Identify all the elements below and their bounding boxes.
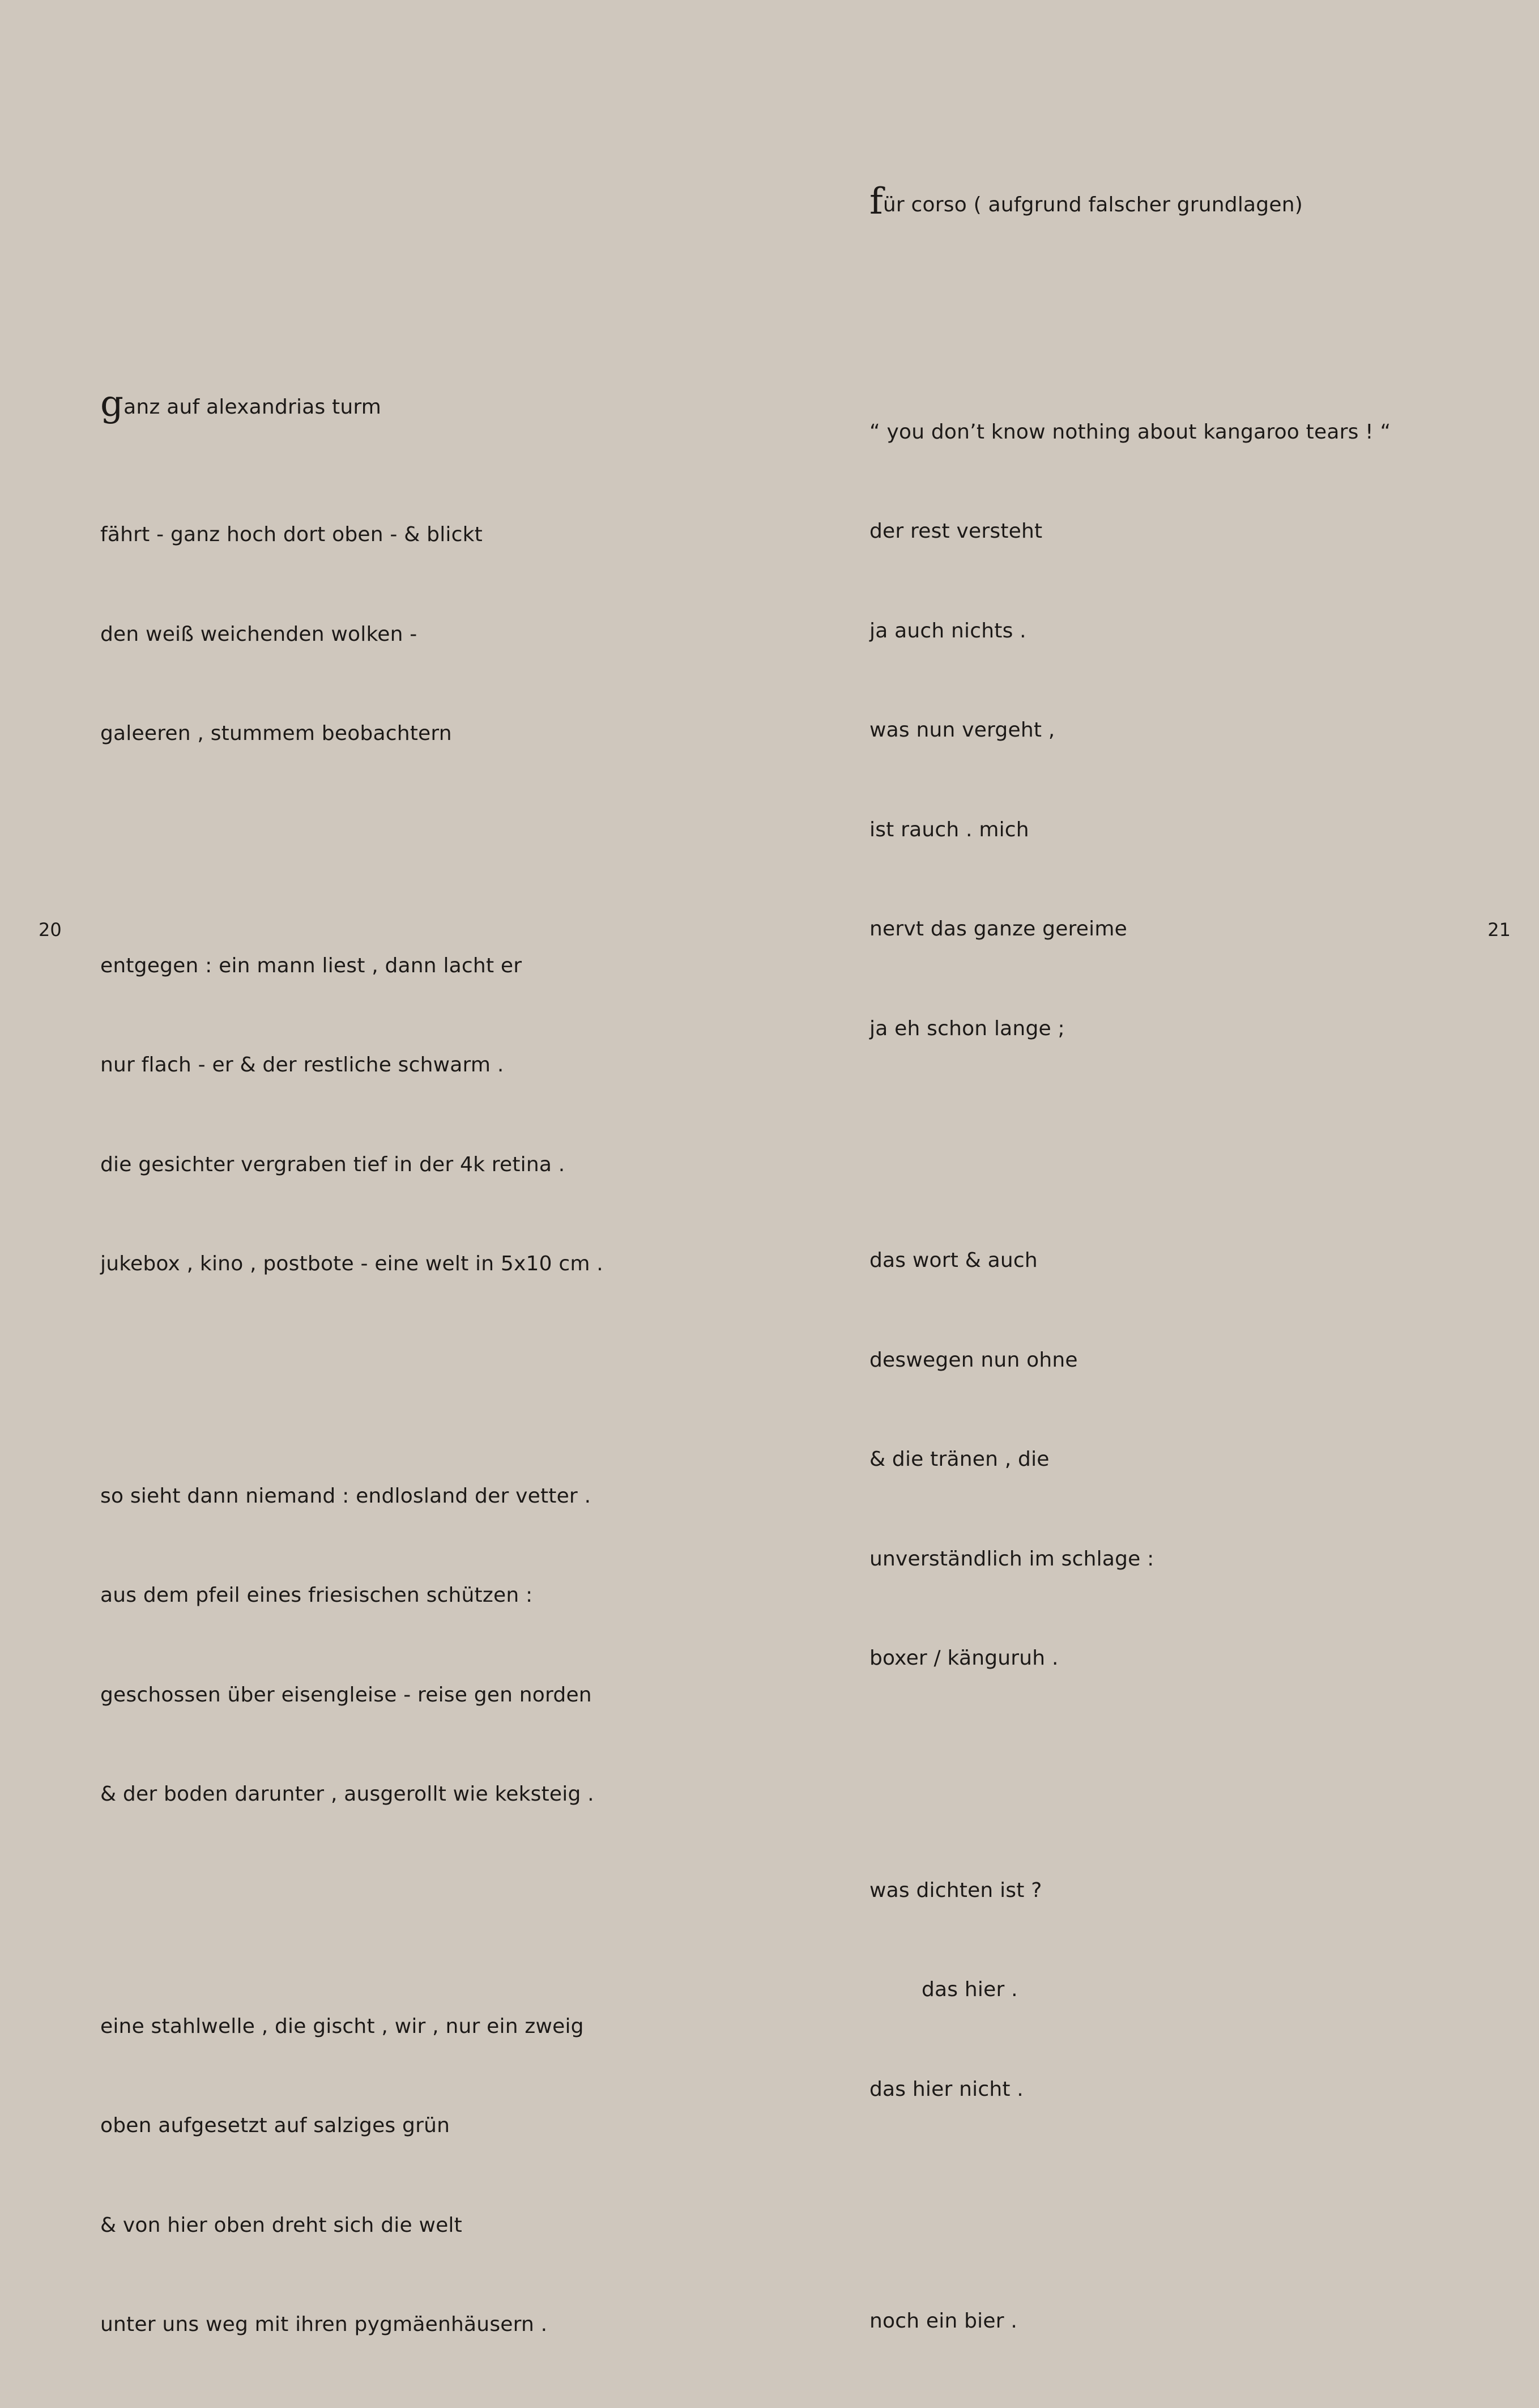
right-poem — [869, 117, 1391, 2405]
initial-letter: f — [869, 181, 883, 223]
poem-line: ist rauch . mich — [869, 818, 1029, 841]
poem-line: deswegen nun ohne — [869, 1348, 1078, 1372]
poem-line: galeeren , stummem beobachtern — [100, 722, 452, 745]
poem-line: geschossen über eisengleise - reise gen norden — [100, 1683, 592, 1707]
poem-line: ja eh schon lange ; — [869, 1016, 1065, 1040]
poem-line: der rest versteht — [869, 520, 1043, 543]
poem-line: entgegen : ein mann liest , dann lacht er — [100, 954, 522, 977]
poem-line: ja auch nichts . — [869, 619, 1026, 643]
poem-line: das hier nicht . — [869, 2077, 1024, 2101]
poem-line: was dichten ist ? — [869, 1878, 1042, 1902]
stanza-break — [100, 817, 603, 850]
poem-line: unter uns weg mit ihren pygmäenhäusern . — [100, 2313, 548, 2336]
poem-line: die gesichter vergraben tief in der 4k retina . — [100, 1152, 565, 1176]
left-page — [0, 0, 769, 2336]
poem-line: boxer / känguruh . — [869, 1647, 1059, 1670]
poem-title — [869, 181, 1391, 223]
stanza-break — [869, 283, 1391, 317]
poem-line: oben aufgesetzt auf salziges grün — [100, 2114, 450, 2137]
poem-first-line — [100, 383, 603, 425]
stanza-break — [869, 2172, 1391, 2206]
stanza-break — [100, 1878, 603, 1911]
stanza-break — [100, 1347, 603, 1381]
poem-line: “ you don’t know nothing about kangaroo tears ! “ — [869, 420, 1391, 444]
poem-line: was nun vergeht , — [869, 718, 1055, 742]
poem-line: & die tränen , die — [869, 1448, 1050, 1471]
poem-line: das wort & auch — [869, 1249, 1038, 1272]
poem-line: eine stahlwelle , die gischt , wir , nur ein zweig — [100, 2014, 584, 2038]
poem-line-indented: das hier . — [922, 1978, 1018, 2001]
poem-line: unverständlich im schlage : — [869, 1547, 1154, 1571]
poem-title-text: ür corso ( aufgrund falscher grundlagen) — [883, 193, 1303, 216]
poem-line: & der boden darunter , ausgerollt wie keksteig . — [100, 1782, 594, 1806]
right-page — [769, 0, 1539, 2333]
poem-line: jukebox , kino , postbote - eine welt in 5x10 cm . — [100, 1252, 603, 1275]
page-number: 20 — [39, 919, 62, 941]
poem-line: noch ein bier . — [869, 2309, 1017, 2333]
poem-line: fährt - ganz hoch dort oben - & blickt — [100, 523, 483, 546]
initial-letter: g — [100, 383, 124, 425]
poem-line: nervt das ganze gereime — [869, 917, 1127, 941]
stanza-break — [869, 1112, 1391, 1145]
stanza-break — [869, 1742, 1391, 1775]
poem-line: aus dem pfeil eines friesischen schützen : — [100, 1584, 533, 1607]
poem-line: & von hier oben dreht sich die welt — [100, 2213, 462, 2237]
first-line-text: anz auf alexandrias turm — [123, 395, 382, 419]
page-number: 21 — [1487, 919, 1511, 941]
poem-line: so sieht dann niemand : endlosland der vetter . — [100, 1484, 591, 1508]
left-poem — [100, 320, 603, 2408]
poem-line: den weiß weichenden wolken - — [100, 622, 417, 646]
poem-line: nur flach - er & der restliche schwarm . — [100, 1053, 504, 1077]
